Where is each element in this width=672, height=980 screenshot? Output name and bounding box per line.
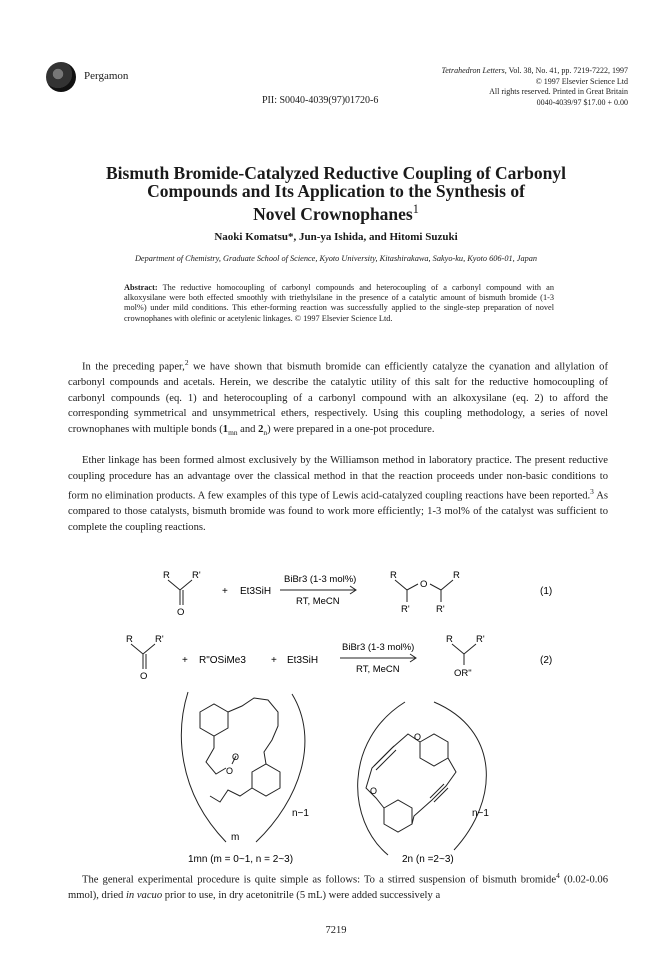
eq2-silane: Et3SiH <box>287 655 319 666</box>
p2-text-a: Ether linkage has been formed almost exclusively by the Williamson method in laboratory practice. The present reductive coupling procedure has an advantage over the classical method in that the reaction proceeds under non-basic conditions to form no elimination products. A few examples of this type of Lewis acid-catalyzed coupling reactions have been reported. <box>68 455 608 502</box>
eq1-plus: + <box>222 586 228 597</box>
abstract-label: Abstract: <box>124 283 158 292</box>
affiliation: Department of Chemistry, Graduate School of Science, Kyoto University, Kitashirakawa, Sakyo-ku, Kyoto 606-01, Japan <box>134 254 538 263</box>
ref-2: 2 <box>184 358 189 367</box>
structure-2-o1: O <box>414 732 422 742</box>
p1-text-d: ) were prepared in a one-pot procedure. <box>267 423 435 435</box>
pii-line: PII: S0040-4039(97)01720-6 <box>262 95 379 106</box>
equation-1 <box>0 560 672 620</box>
rights-line: All rights reserved. Printed in Great Britain <box>489 87 628 96</box>
compound-1-sub: mn <box>228 427 238 437</box>
eq2-plus-2: + <box>271 655 277 666</box>
copyright-line: © 1997 Elsevier Science Ltd <box>535 76 628 86</box>
compound-2: 2 <box>258 423 264 435</box>
crownophane-structures <box>0 690 672 865</box>
eq1-prod-r2: R <box>453 570 460 581</box>
compound-2-sub: n <box>263 427 268 437</box>
structure-1-n: n−1 <box>292 808 309 819</box>
structure-2-n: n−1 <box>472 808 489 819</box>
paragraph-1 <box>68 355 608 440</box>
journal-info <box>368 66 628 108</box>
eq1-rprime: R' <box>192 570 201 581</box>
title-line-1: Bismuth Bromide-Catalyzed Reductive Coupling of Carbonyl <box>105 163 567 183</box>
abstract <box>124 283 554 324</box>
compound-1: 1 <box>222 423 229 435</box>
title-line-3-text: Novel Crownophanes <box>253 203 413 224</box>
paragraph-2 <box>68 453 608 535</box>
eq1-silane: Et3SiH <box>240 586 272 597</box>
eq2-cond-top: BiBr3 (1-3 mol%) <box>342 642 415 653</box>
article-title <box>60 164 612 223</box>
eq1-o: O <box>177 607 185 618</box>
abstract-text: The reductive homocoupling of carbonyl compounds and heterocoupling of a carbonyl compound with an alkoxysilane were both effected smoothly with triethylsilane in the presence of a catalytic amount of bismuth bromide (1-3 mol%) under mild conditions. This ether-forming reaction was successfully applied to the single-step preparation of novel crownophanes with olefinic or acetylenic linkages. © 1997 Elsevier Science Ltd. <box>124 283 554 323</box>
journal-citation <box>368 66 628 77</box>
p1-text-b: we have shown that bismuth bromide can efficiently catalyze the cyanation and allylation of carbonyl compounds and acetals. Herein, we describe the catalytic utility of this salt for the reductive homocoupling of carbonyl compounds (eq. 1) and heterocoupling of a carbonyl compound with an alkoxysilane (eq. 2) to afford the corresponding symmetrical and unsymmetrical ethers, respectively. Using this coupling methodology, a series of novel crownophanes with multiple bonds ( <box>68 361 608 435</box>
structure-2-caption: 2n (n =2~3) <box>402 854 454 865</box>
structure-2-o2: O <box>370 786 378 796</box>
structure-1-m: m <box>231 832 240 843</box>
eq1-prod-r1: R <box>390 570 397 581</box>
eq2-cond-bottom: RT, MeCN <box>356 664 400 675</box>
eq1-prod-rp2: R' <box>436 604 445 615</box>
p3-text-c: prior to use, in dry acetonitrile (5 mL) were added successively a <box>162 890 441 902</box>
structure-1 <box>181 692 305 842</box>
journal-name: Tetrahedron Letters <box>441 66 505 75</box>
issn-line: 0040-4039/97 $17.00 + 0.00 <box>536 97 628 107</box>
p3-text-a: The general experimental procedure is quite simple as follows: To a stirred suspension of bismuth bromide <box>82 874 557 886</box>
p2-text-b: As compared to those catalysts, bismuth bromide was found to work more efficiently; 1-3 mol% of the catalyst was sufficient to complete the coupling reactions. <box>68 490 608 533</box>
eq2-rprime: R' <box>155 634 164 645</box>
eq2-o: O <box>140 671 148 682</box>
structure-1-caption: 1mn (m = 0~1, n = 2~3) <box>188 854 294 865</box>
eq1-number: (1) <box>540 586 553 597</box>
publisher-name: Pergamon <box>84 70 129 82</box>
p3-text-b: (0.02-0.06 mmol), dried <box>68 874 608 902</box>
ref-4: 4 <box>556 871 560 880</box>
citation-text: , Vol. 38, No. 41, pp. 7219-7222, 1997 <box>504 66 628 75</box>
eq2-prod-or: OR" <box>454 668 472 679</box>
paragraph-3 <box>68 868 608 904</box>
p1-and: and <box>237 423 259 435</box>
eq1-cond-top: BiBr3 (1-3 mol%) <box>284 574 357 585</box>
p3-italic: in vacuo <box>125 890 163 902</box>
title-line-3 <box>60 200 612 223</box>
eq1-prod-rp1: R' <box>401 604 410 615</box>
ref-3: 3 <box>590 487 594 496</box>
eq2-prod-r: R <box>446 634 453 645</box>
eq2-reagent: R"OSiMe3 <box>199 655 246 666</box>
eq2-plus-1: + <box>182 655 188 666</box>
structure-1-o2: O <box>226 766 234 776</box>
eq2-number: (2) <box>540 655 553 666</box>
authors: Naoki Komatsu*, Jun-ya Ishida, and Hitomi Suzuki <box>214 231 458 243</box>
title-footnote: 1 <box>412 202 419 216</box>
equation-2 <box>0 630 672 690</box>
eq2-r: R <box>126 634 133 645</box>
eq1-r: R <box>163 570 170 581</box>
structure-1-o1: O <box>232 752 240 762</box>
title-line-2: Compounds and Its Application to the Synthesis of <box>147 181 525 201</box>
pergamon-logo <box>46 62 76 92</box>
eq1-prod-o: O <box>420 579 428 590</box>
page-number: 7219 <box>325 925 347 936</box>
p1-text-a: In the preceding paper, <box>82 361 185 373</box>
eq1-cond-bottom: RT, MeCN <box>296 596 340 607</box>
eq2-prod-rp: R' <box>476 634 485 645</box>
structure-2 <box>358 702 487 855</box>
